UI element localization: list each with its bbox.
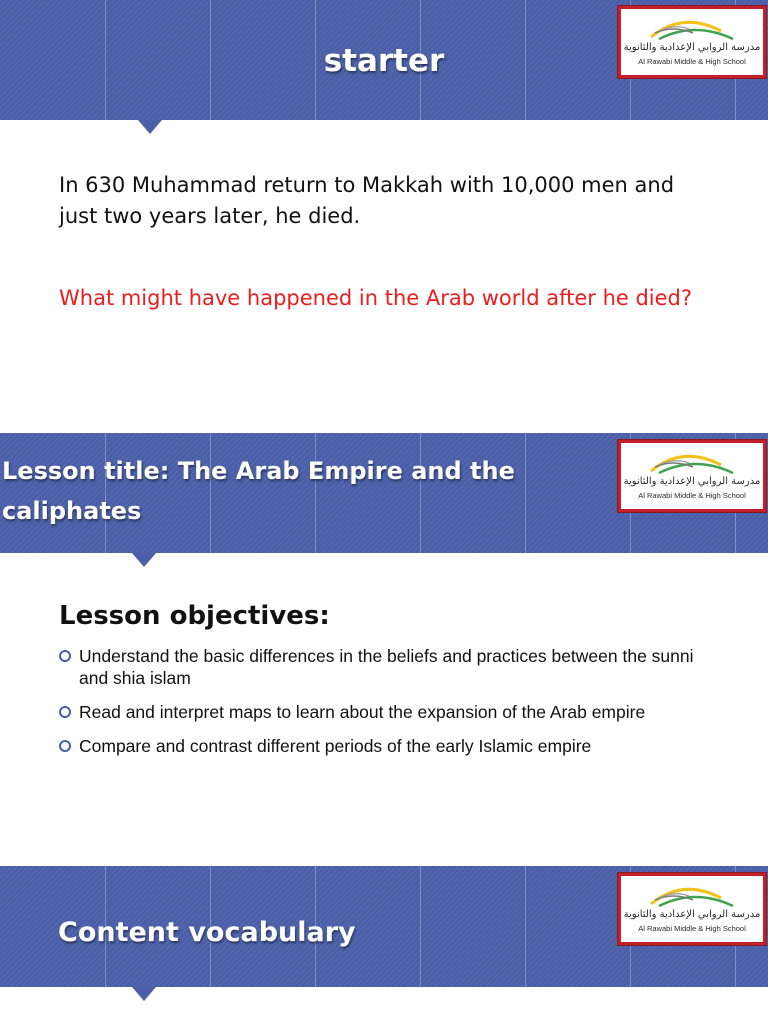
banner-pointer [132,987,156,1001]
logo-english-name: Al Rawabi Middle & High School [638,924,746,933]
slide-title: starter [323,43,445,79]
lesson-title-line-1: Lesson title: The Arab Empire and the [2,457,515,485]
objective-item [58,645,718,689]
hollow-circle-bullet-icon [59,650,71,662]
objective-text: Read and interpret maps to learn about the expansion of the Arab empire [79,702,646,722]
banner-pointer [138,120,162,134]
objective-item [58,701,718,723]
hollow-circle-bullet-icon [59,740,71,752]
lesson-title-line-2: caliphates [2,497,142,525]
objectives-heading: Lesson objectives: [59,601,330,631]
objective-item [58,735,718,757]
logo-english-name: Al Rawabi Middle & High School [638,57,746,66]
slide-content-vocabulary [0,866,768,1024]
banner-pointer [132,553,156,567]
hollow-circle-bullet-icon [59,706,71,718]
objective-text: Compare and contrast different periods of the early Islamic empire [79,736,592,756]
school-logo [618,440,766,512]
slide-starter [0,0,768,406]
slide-lesson-objectives [0,433,768,839]
lesson-title [2,451,602,531]
logo-arabic-name: مدرسة الروابي الإعدادية والثانوية [623,476,761,487]
logo-arabic-name: مدرسة الروابي الإعدادية والثانوية [623,42,761,53]
starter-statement: In 630 Muhammad return to Makkah with 10,000 men and just two years later, he died. [59,173,675,228]
logo-english-name: Al Rawabi Middle & High School [638,491,746,500]
school-logo [618,873,766,945]
school-logo [618,6,766,78]
objectives-list [58,645,718,769]
objective-text: Understand the basic differences in the beliefs and practices between the sunni and shia islam [79,646,694,688]
logo-arabic-name: مدرسة الروابي الإعدادية والثانوية [623,909,761,920]
slide-title: Content vocabulary [58,917,356,948]
starter-question: What might have happened in the Arab world after he died? [59,286,693,310]
